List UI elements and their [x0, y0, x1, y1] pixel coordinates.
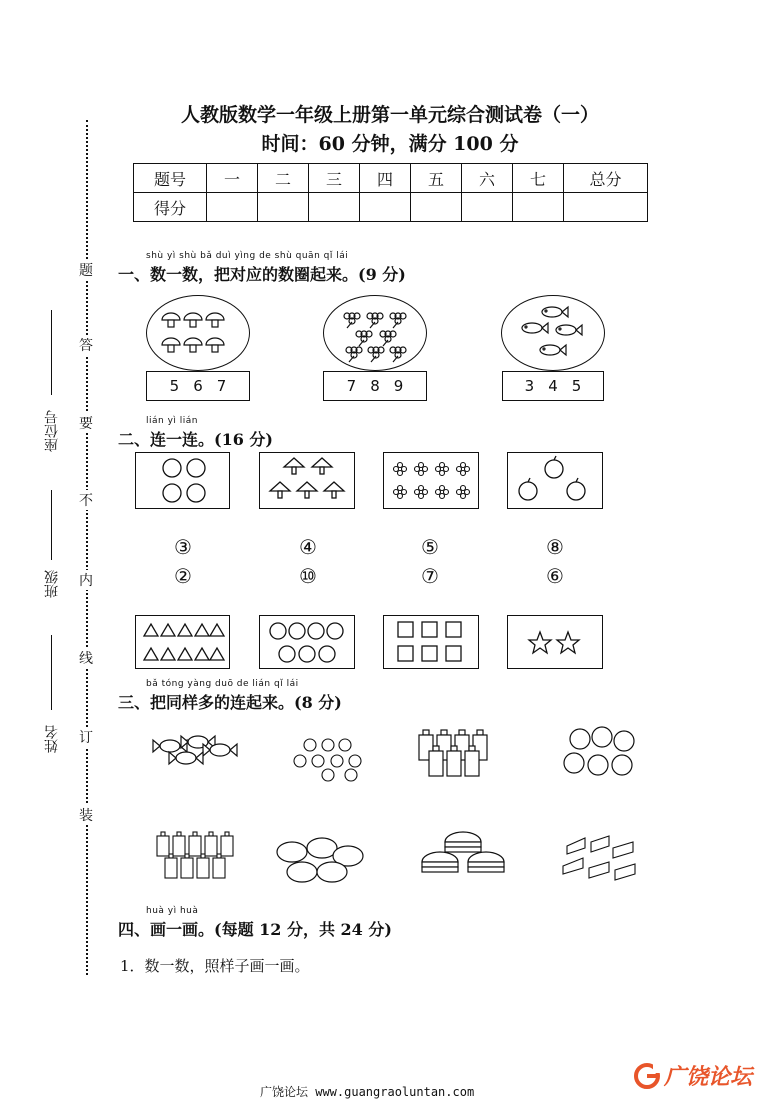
logo-g-icon	[633, 1062, 661, 1090]
mushroom-icon	[260, 453, 354, 508]
cake-slice-icon	[557, 832, 642, 887]
option-number[interactable]: 7	[216, 377, 227, 395]
triangles-frame	[135, 615, 230, 669]
binding-char-7: 订	[79, 727, 93, 747]
section3-pinyin: bǎ tóng yàng duō de lián qǐ lái	[146, 679, 299, 689]
squares-frame	[383, 615, 479, 669]
score-cell[interactable]	[411, 193, 462, 222]
flower-icon	[324, 296, 426, 370]
seat-number-field[interactable]	[40, 310, 64, 485]
number-option[interactable]: ②	[174, 564, 192, 588]
name-label: 姓名	[44, 725, 60, 753]
binding-char-6: 线	[79, 648, 93, 668]
score-table	[133, 163, 648, 222]
number-option[interactable]: ⑤	[421, 535, 439, 559]
number-option[interactable]: ⑧	[546, 535, 564, 559]
number-option[interactable]: ⑦	[421, 564, 439, 588]
section4-pinyin: huà yì huà	[146, 906, 199, 916]
binding-char-4: 不	[79, 490, 93, 510]
number-option[interactable]: ④	[299, 535, 317, 559]
score-cell[interactable]	[564, 193, 648, 222]
score-table-header-row	[134, 164, 648, 193]
answer-options-box[interactable]	[323, 371, 427, 401]
score-cell[interactable]	[309, 193, 360, 222]
option-number[interactable]: 4	[548, 377, 558, 395]
big-apple-icon	[562, 725, 642, 785]
section4-question-1: 1．数一数，照样子画一画。	[120, 957, 310, 975]
section3-title: 三、把同样多的连起来。(8 分)	[118, 693, 342, 712]
page-subtitle: 时间：60 分钟，满分 100 分	[261, 133, 519, 155]
mushroom-group-oval	[146, 295, 250, 371]
class-label: 班级	[44, 570, 60, 598]
number-option[interactable]: ⑥	[546, 564, 564, 588]
option-number[interactable]: 5	[169, 377, 180, 395]
stars-frame	[507, 615, 603, 669]
score-table-score-row	[134, 193, 648, 222]
answer-options-box[interactable]	[502, 371, 604, 401]
burger-icon	[418, 830, 513, 885]
score-cell[interactable]	[513, 193, 564, 222]
bottle-icon	[153, 828, 238, 883]
circles-frame	[259, 615, 355, 669]
binding-char-1: 题	[79, 260, 93, 280]
number-option[interactable]: ③	[174, 535, 192, 559]
orange-icon	[136, 453, 229, 508]
flower-icon	[384, 453, 478, 508]
option-number[interactable]: 7	[346, 377, 357, 395]
option-number[interactable]: 9	[393, 377, 404, 395]
mushroom-icon	[147, 296, 249, 370]
binding-dotted-line	[86, 120, 88, 975]
triangle-icon	[136, 616, 229, 668]
number-option[interactable]: ⑩	[299, 564, 317, 588]
flowers-frame	[383, 452, 479, 509]
seat-number-label: 座位号	[44, 410, 60, 452]
flower-group-oval	[323, 295, 427, 371]
binding-char-5: 内	[79, 570, 93, 590]
candy-icon	[150, 728, 240, 773]
star-icon	[508, 616, 602, 668]
oranges-frame	[135, 452, 230, 509]
section2-pinyin: lián yì lián	[146, 416, 198, 426]
score-cell[interactable]	[207, 193, 258, 222]
mushrooms-frame	[259, 452, 355, 509]
score-header-cell: 总分	[564, 164, 648, 193]
score-cell[interactable]	[462, 193, 513, 222]
score-header-cell: 一	[207, 164, 258, 193]
site-logo[interactable]	[633, 1060, 752, 1091]
fish-group-oval	[501, 295, 605, 371]
drink-bottle-icon	[416, 722, 496, 782]
square-icon	[384, 616, 478, 668]
option-number[interactable]: 8	[370, 377, 380, 395]
class-field[interactable]	[40, 490, 64, 610]
option-number[interactable]: 6	[193, 377, 203, 395]
name-field[interactable]	[40, 635, 64, 760]
apple-icon	[508, 453, 602, 508]
score-header-cell: 二	[258, 164, 309, 193]
footer-text: 广饶论坛 www.guangraoluntan.com	[260, 1085, 475, 1099]
page-title: 人教版数学一年级上册第一单元综合测试卷（一）	[180, 104, 599, 126]
score-cell[interactable]	[360, 193, 411, 222]
score-header-cell: 题号	[134, 164, 207, 193]
score-row-label: 得分	[134, 193, 207, 222]
section4-title: 四、画一画。(每题 12 分，共 24 分)	[118, 920, 392, 939]
section1-title: 一、数一数，把对应的数圈起来。(9 分)	[118, 265, 406, 284]
section1-pinyin: shù yì shù bǎ duì yìng de shù quān qǐ lái	[146, 251, 349, 261]
option-number[interactable]: 5	[571, 377, 582, 395]
circle-icon	[260, 616, 354, 668]
score-cell[interactable]	[258, 193, 309, 222]
binding-char-3: 要	[79, 413, 93, 433]
small-apple-icon	[285, 735, 375, 785]
score-header-cell: 四	[360, 164, 411, 193]
score-header-cell: 五	[411, 164, 462, 193]
score-header-cell: 三	[309, 164, 360, 193]
fish-icon	[502, 296, 604, 370]
score-header-cell: 六	[462, 164, 513, 193]
logo-text: 广饶论坛	[664, 1065, 753, 1090]
option-number[interactable]: 3	[524, 377, 535, 395]
score-header-cell: 七	[513, 164, 564, 193]
binding-char-2: 答	[79, 335, 93, 355]
bread-icon	[272, 832, 367, 887]
binding-char-8: 装	[79, 805, 93, 825]
answer-options-box[interactable]	[146, 371, 250, 401]
apples-frame	[507, 452, 603, 509]
section2-title: 二、连一连。(16 分)	[118, 430, 273, 449]
